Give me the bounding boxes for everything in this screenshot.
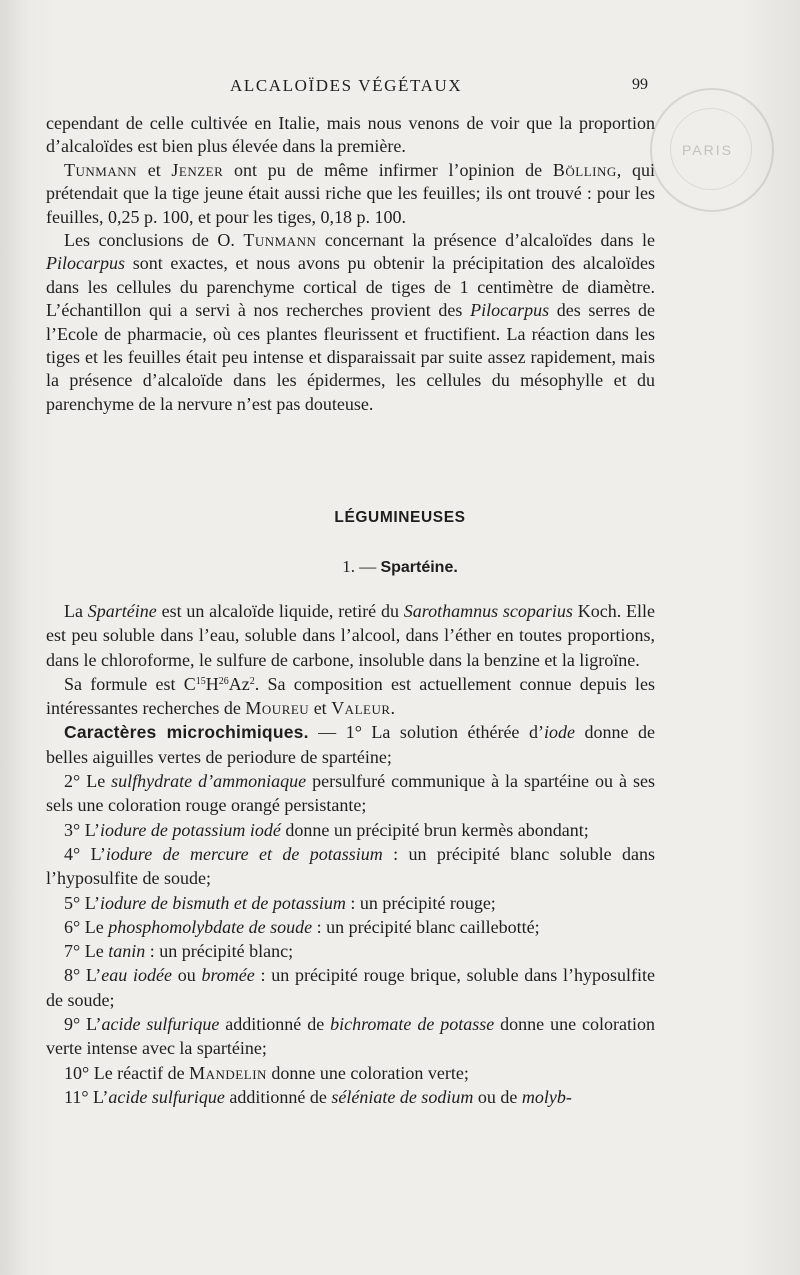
text-run: 6° Le [64, 916, 109, 937]
text-run: , qui prétendait que la tige jeune était aussi riche que les feuilles; ils ont trouvé : pour les feuilles, 0,25 p. 100, et pour les tiges, 0,18 p. 100. [46, 159, 655, 227]
text-run: Bölling [552, 159, 617, 180]
paragraph [46, 1061, 655, 1085]
text-run: 11° L’ [64, 1086, 109, 1107]
text-run: acide sulfurique [101, 1014, 220, 1035]
text-run: iodure de mercure et de potassium [105, 843, 383, 864]
subsection-heading [0, 557, 800, 577]
text-run: Moureu [245, 698, 310, 719]
text-run: Pilocarpus [46, 253, 125, 274]
text-run: iodure de potassium iodé [100, 819, 281, 840]
subsection-number: 1. — [342, 557, 381, 576]
text-run: bromée [201, 965, 255, 986]
text-run: Spartéine [87, 601, 157, 621]
text-run: phosphomolybdate de soude [108, 916, 313, 937]
text-run: : un précipité blanc soluble dans l’hyposulfite de soude; [46, 843, 655, 889]
text-run: Tunmann [64, 159, 137, 180]
text-run: Valeur [331, 698, 391, 719]
text-run: eau iodée [101, 965, 172, 986]
text-run: donne de belles aiguilles vertes de periodure de spartéine; [46, 722, 655, 767]
paragraph [46, 720, 655, 769]
paragraph [46, 842, 655, 891]
text-run: Caractères microchimiques. [64, 722, 309, 743]
text-run: : un précipité rouge; [345, 892, 496, 913]
text-run: 2° Le [64, 771, 112, 792]
text-run: molyb- [521, 1086, 572, 1107]
text-run: et [309, 698, 332, 719]
paragraph [46, 1012, 655, 1061]
text-run: ou de [473, 1086, 522, 1107]
text-run: 5° L’ [64, 892, 101, 913]
library-stamp-text: PARIS [682, 142, 733, 158]
text-run: . Sa composition est actuellement connue depuis les intéressantes recherches de [46, 673, 655, 719]
text-run: : un précipité rouge brique, soluble dans l’hyposulfite de soude; [46, 965, 655, 1010]
text-run: additionné de [219, 1014, 331, 1035]
section-heading: LÉGUMINEUSES [334, 509, 466, 526]
text-run: Mandelin [189, 1062, 267, 1083]
text-run: 10° Le réactif de [64, 1062, 190, 1083]
library-stamp [650, 88, 774, 212]
paragraph [46, 818, 655, 842]
text-run: acide sulfurique [108, 1086, 225, 1107]
text-run: bichromate de potasse [330, 1014, 495, 1035]
body-text-top [46, 112, 655, 416]
paragraph [46, 891, 655, 915]
paragraph [46, 599, 655, 672]
text-run: tanin [108, 941, 146, 962]
text-run: Koch. Elle est peu soluble dans l’eau, soluble dans l’alcool, dans l’éther en toutes proportions, dans le chloroforme, le sulfure de carbone, insoluble dans la benzine et la ligroïne. [46, 601, 655, 670]
subsection-title: Spartéine. [380, 559, 458, 576]
text-run: iodure de bismuth et de potassium [100, 892, 346, 913]
text-run: 15 [195, 675, 206, 687]
paragraph [46, 159, 655, 229]
text-run: additionné de [224, 1086, 332, 1107]
text-run: Pilocarpus [470, 300, 550, 321]
text-run: ont pu de même infirmer l’opinion de [223, 159, 553, 180]
body-text-bottom [46, 599, 655, 1109]
paragraph [46, 112, 655, 159]
text-run: . [390, 698, 396, 719]
paragraph [46, 1085, 655, 1109]
paragraph [46, 769, 655, 818]
text-run: 4° L’ [64, 843, 106, 864]
running-head-title: ALCALOÏDES VÉGÉTAUX [230, 76, 463, 95]
text-run: Az [228, 673, 250, 694]
text-run: Jenzer [171, 159, 224, 180]
text-run: Tunmann [243, 230, 317, 251]
text-run: concernant la présence d’alcaloïdes dans le [316, 230, 655, 251]
text-run: donne un précipité brun kermès abondant; [280, 819, 589, 840]
text-run: 3° L’ [64, 819, 101, 840]
text-run: — 1° La solution éthérée d’ [308, 722, 544, 743]
text-run: et [137, 159, 172, 180]
text-run: ou [171, 965, 202, 986]
text-run: donne une coloration verte; [266, 1062, 469, 1083]
text-run: La [64, 601, 88, 621]
text-run: est un alcaloïde liquide, retiré du [156, 601, 404, 621]
text-run: persulfuré communique à la spartéine ou à ses sels une coloration rouge orangé persistante; [46, 771, 655, 816]
text-run: 26 [218, 675, 229, 687]
paragraph [46, 963, 655, 1012]
text-run: donne une coloration verte intense avec la spartéine; [46, 1014, 655, 1059]
text-run: Sa formule est C [64, 673, 196, 694]
page-number: 99 [632, 76, 648, 93]
text-run: 8° L’ [64, 965, 102, 986]
paragraph [46, 229, 655, 416]
text-run: 9° L’ [64, 1014, 102, 1035]
text-run: iode [543, 722, 575, 743]
text-run: Les conclusions de O. [64, 230, 244, 251]
paragraph [46, 939, 655, 963]
text-run: Sarothamnus scoparius [403, 601, 573, 621]
text-run: : un précipité blanc; [145, 941, 294, 962]
paragraph [46, 915, 655, 939]
text-run: sulfhydrate d’ammoniaque [111, 771, 307, 792]
text-run: 2 [249, 675, 255, 687]
text-run: 7° Le [64, 941, 109, 962]
paragraph [46, 672, 655, 721]
text-run: H [205, 673, 219, 694]
text-run: cependant de celle cultivée en Italie, mais nous venons de voir que la proportion d’alcaloïdes est bien plus élevée dans la première. [46, 113, 655, 157]
text-run: : un précipité blanc caillebotté; [312, 916, 540, 937]
running-head [0, 74, 800, 98]
text-run: sont exactes, et nous avons pu obtenir la précipitation des alcaloïdes dans les cellules du parenchyme cortical de tiges de 1 centimètre de diamètre. L’échantillon qui a servi à nos recherches provient des [46, 253, 655, 321]
text-run: des serres de l’Ecole de pharmacie, où ces plantes fleurissent et fructifient. La réaction dans les tiges et les feuilles était peu intense et disparaissait par suite assez rapidement, mais la présence d’alcaloïde dans les épidermes, les cellules du mésophylle et du parenchyme de la nervure n’est pas douteuse. [46, 300, 655, 414]
text-run: séléniate de sodium [331, 1086, 474, 1107]
